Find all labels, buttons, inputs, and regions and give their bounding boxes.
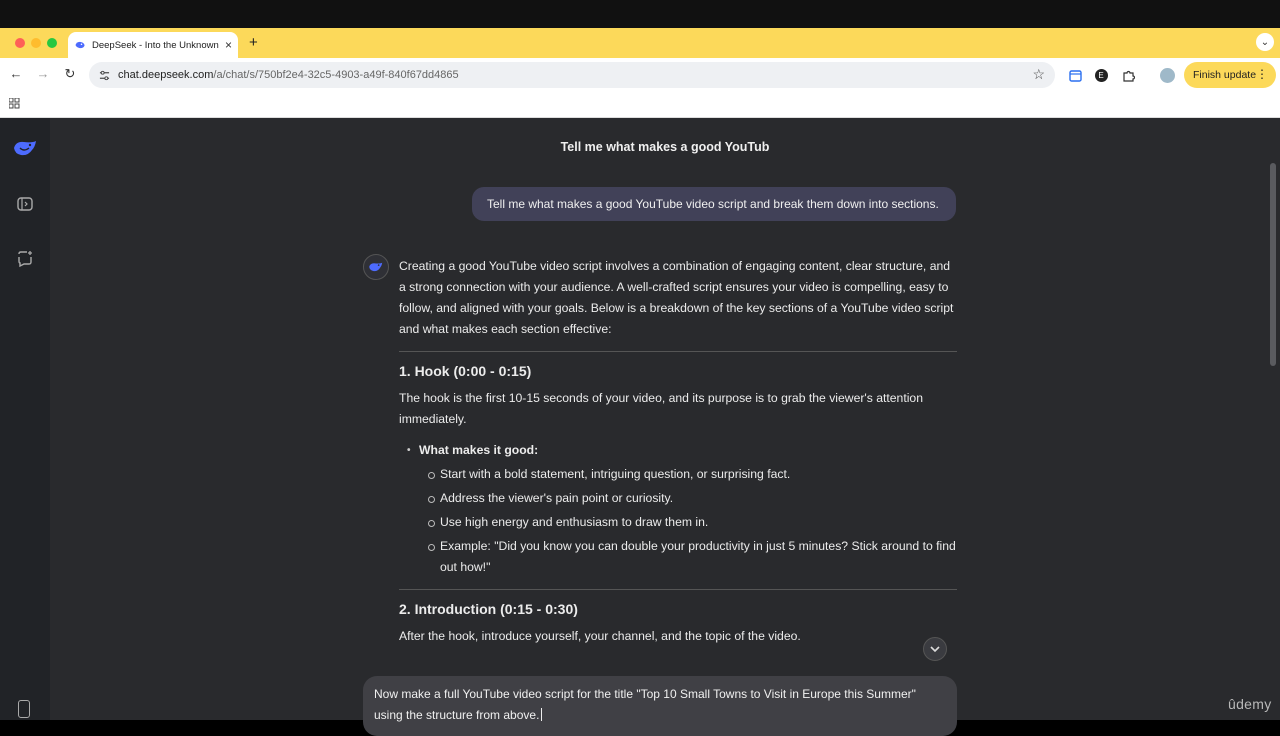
browser-toolbar <box>0 58 1280 92</box>
address-bar[interactable] <box>89 62 1055 88</box>
close-window-button[interactable] <box>15 38 25 48</box>
section-heading: 1. Hook (0:00 - 0:15) <box>399 363 532 379</box>
mobile-app-icon[interactable] <box>18 700 30 718</box>
divider <box>399 351 957 352</box>
text-caret <box>541 708 542 721</box>
sub-bullet-item: Use high energy and enthusiasm to draw them in. <box>399 512 957 533</box>
minimize-window-button[interactable] <box>31 38 41 48</box>
assistant-response <box>399 256 957 647</box>
message-input[interactable] <box>363 676 957 736</box>
bookmark-star-icon[interactable]: ☆ <box>1032 66 1045 82</box>
assistant-avatar <box>363 254 389 280</box>
message-input-text: Now make a full YouTube video script for the title "Top 10 Small Towns to Visit in Europe this Summer" using the structure from above. <box>374 687 916 722</box>
extension-e-icon[interactable]: E <box>1093 67 1109 83</box>
bookmarks-bar <box>0 92 1280 118</box>
chevron-down-icon <box>930 646 940 653</box>
scrollbar-thumb[interactable] <box>1270 163 1276 366</box>
deepseek-whale-icon <box>368 261 384 274</box>
deepseek-app <box>0 118 1280 720</box>
new-chat-icon[interactable] <box>16 250 34 268</box>
deepseek-favicon-icon <box>74 39 86 51</box>
user-message-text: Tell me what makes a good YouTube video script and break them down into sections. <box>487 197 939 211</box>
extension-calendar-icon[interactable] <box>1067 67 1083 83</box>
section-text: After the hook, introduce yourself, your channel, and the topic of the video. <box>399 629 801 643</box>
divider <box>399 589 957 590</box>
maximize-window-button[interactable] <box>47 38 57 48</box>
browser-tab[interactable] <box>68 32 238 58</box>
deepseek-logo-icon[interactable] <box>12 138 39 160</box>
forward-button[interactable]: → <box>36 66 50 81</box>
bullet-item: • What makes it good: <box>399 440 957 461</box>
site-settings-icon[interactable] <box>99 70 110 81</box>
sub-bullet-item: Example: "Did you know you can double your productivity in just 5 minutes? Stick around to find out how!" <box>399 536 957 578</box>
section-heading: 2. Introduction (0:15 - 0:30) <box>399 601 578 617</box>
sub-bullet-item: Start with a bold statement, intriguing question, or surprising fact. <box>399 464 957 485</box>
url-path: /a/chat/s/750bf2e4-32c5-4903-a49f-840f67dd4865 <box>213 69 459 81</box>
apps-grid-icon[interactable] <box>9 98 20 112</box>
close-tab-icon[interactable]: × <box>224 38 232 52</box>
sidebar <box>0 118 50 720</box>
response-intro: Creating a good YouTube video script involves a combination of engaging content, clear structure, and a strong connection with your audience. A well-crafted script ensures your video is compelling, easy to follow, and aligned with your goals. Below is a breakdown of the key sections of a YouTube video script and what makes each section effective: <box>399 259 954 336</box>
tab-search-button[interactable]: ⌄ <box>1256 33 1274 51</box>
new-tab-button[interactable]: + <box>249 34 258 51</box>
scroll-to-bottom-button[interactable] <box>923 637 947 661</box>
os-menu-bar <box>0 0 1280 28</box>
section-text: The hook is the first 10-15 seconds of your video, and its purpose is to grab the viewer's attention immediately. <box>399 391 923 426</box>
finish-update-button[interactable]: Finish update ⋮ <box>1184 62 1276 88</box>
browser-tab-strip <box>0 28 1280 58</box>
profile-avatar[interactable] <box>1159 67 1175 83</box>
user-message <box>472 187 956 221</box>
back-button[interactable]: ← <box>9 66 23 81</box>
open-sidebar-icon[interactable] <box>16 195 34 213</box>
more-menu-icon[interactable]: ⋮ <box>1256 67 1268 81</box>
url-host: chat.deepseek.com <box>118 69 214 81</box>
udemy-watermark: ûdemy <box>1228 696 1272 712</box>
extensions-puzzle-icon[interactable] <box>1120 67 1136 83</box>
sub-bullet-item: Address the viewer's pain point or curiosity. <box>399 488 957 509</box>
chat-title: Tell me what makes a good YouTub <box>560 140 770 154</box>
reload-button[interactable]: ↻ <box>64 66 76 81</box>
tab-title: DeepSeek - Into the Unknown <box>92 39 219 51</box>
